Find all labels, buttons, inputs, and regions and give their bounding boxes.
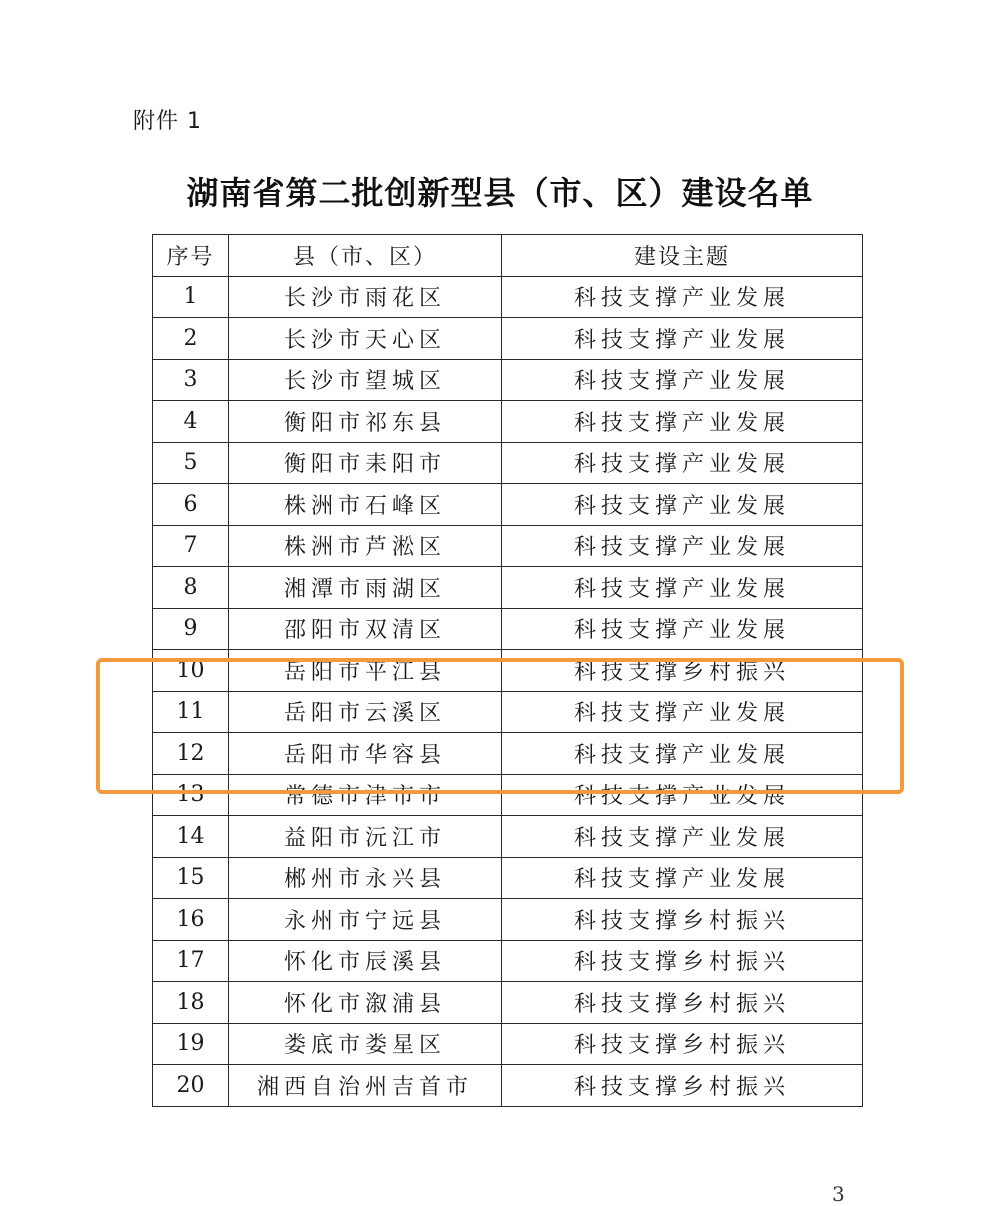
table-header-row <box>153 235 863 277</box>
county-cell: 怀化市溆浦县 <box>229 982 502 1024</box>
serial-number-cell: 19 <box>153 1023 229 1065</box>
header-county: 县（市、区） <box>229 235 502 277</box>
theme-cell: 科技支撑产业发展 <box>502 359 863 401</box>
theme-cell: 科技支撑乡村振兴 <box>502 982 863 1024</box>
theme-cell: 科技支撑乡村振兴 <box>502 899 863 941</box>
county-cell: 株洲市石峰区 <box>229 484 502 526</box>
theme-cell: 科技支撑产业发展 <box>502 608 863 650</box>
serial-number-cell: 1 <box>153 276 229 318</box>
attachment-label: 附件 1 <box>133 109 202 134</box>
serial-number-cell: 4 <box>153 401 229 443</box>
table-row <box>153 359 863 401</box>
theme-cell: 科技支撑产业发展 <box>502 691 863 733</box>
serial-number-cell: 20 <box>153 1065 229 1107</box>
page-number: 3 <box>832 1182 845 1206</box>
theme-cell: 科技支撑产业发展 <box>502 276 863 318</box>
theme-cell: 科技支撑产业发展 <box>502 857 863 899</box>
header-theme: 建设主题 <box>502 235 863 277</box>
theme-cell: 科技支撑产业发展 <box>502 774 863 816</box>
serial-number-cell: 15 <box>153 857 229 899</box>
theme-cell: 科技支撑乡村振兴 <box>502 940 863 982</box>
header-serial-number: 序号 <box>153 235 229 277</box>
county-cell: 湘西自治州吉首市 <box>229 1065 502 1107</box>
table-row <box>153 982 863 1024</box>
county-cell: 长沙市雨花区 <box>229 276 502 318</box>
serial-number-cell: 18 <box>153 982 229 1024</box>
serial-number-cell: 13 <box>153 774 229 816</box>
theme-cell: 科技支撑乡村振兴 <box>502 1065 863 1107</box>
theme-cell: 科技支撑产业发展 <box>502 484 863 526</box>
theme-cell: 科技支撑产业发展 <box>502 442 863 484</box>
county-cell: 怀化市辰溪县 <box>229 940 502 982</box>
theme-cell: 科技支撑产业发展 <box>502 733 863 775</box>
table-row <box>153 276 863 318</box>
county-cell: 长沙市天心区 <box>229 318 502 360</box>
theme-cell: 科技支撑产业发展 <box>502 525 863 567</box>
serial-number-cell: 11 <box>153 691 229 733</box>
page-title: 湖南省第二批创新型县（市、区）建设名单 <box>186 174 814 212</box>
serial-number-cell: 2 <box>153 318 229 360</box>
table-row <box>153 525 863 567</box>
table-row <box>153 816 863 858</box>
serial-number-cell: 12 <box>153 733 229 775</box>
county-cell: 衡阳市耒阳市 <box>229 442 502 484</box>
theme-cell: 科技支撑产业发展 <box>502 567 863 609</box>
table-row <box>153 1065 863 1107</box>
serial-number-cell: 8 <box>153 567 229 609</box>
county-cell: 衡阳市祁东县 <box>229 401 502 443</box>
serial-number-cell: 7 <box>153 525 229 567</box>
county-cell: 郴州市永兴县 <box>229 857 502 899</box>
serial-number-cell: 10 <box>153 650 229 692</box>
county-cell: 永州市宁远县 <box>229 899 502 941</box>
theme-cell: 科技支撑乡村振兴 <box>502 650 863 692</box>
table-row <box>153 567 863 609</box>
table-row <box>153 1023 863 1065</box>
serial-number-cell: 9 <box>153 608 229 650</box>
serial-number-cell: 6 <box>153 484 229 526</box>
theme-cell: 科技支撑产业发展 <box>502 318 863 360</box>
serial-number-cell: 3 <box>153 359 229 401</box>
county-cell: 邵阳市双清区 <box>229 608 502 650</box>
theme-cell: 科技支撑产业发展 <box>502 401 863 443</box>
serial-number-cell: 17 <box>153 940 229 982</box>
table-row <box>153 857 863 899</box>
county-cell: 岳阳市云溪区 <box>229 691 502 733</box>
table-row <box>153 442 863 484</box>
table-row <box>153 608 863 650</box>
serial-number-cell: 16 <box>153 899 229 941</box>
table-row <box>153 318 863 360</box>
table-row <box>153 484 863 526</box>
highlight-box <box>96 658 904 794</box>
theme-cell: 科技支撑产业发展 <box>502 816 863 858</box>
county-cell: 长沙市望城区 <box>229 359 502 401</box>
table-row <box>153 401 863 443</box>
county-cell: 岳阳市华容县 <box>229 733 502 775</box>
county-cell: 湘潭市雨湖区 <box>229 567 502 609</box>
county-cell: 岳阳市平江县 <box>229 650 502 692</box>
county-cell: 株洲市芦淞区 <box>229 525 502 567</box>
serial-number-cell: 5 <box>153 442 229 484</box>
county-cell: 益阳市沅江市 <box>229 816 502 858</box>
theme-cell: 科技支撑乡村振兴 <box>502 1023 863 1065</box>
county-cell: 娄底市娄星区 <box>229 1023 502 1065</box>
county-cell: 常德市津市市 <box>229 774 502 816</box>
serial-number-cell: 14 <box>153 816 229 858</box>
table-row <box>153 940 863 982</box>
table-row <box>153 899 863 941</box>
